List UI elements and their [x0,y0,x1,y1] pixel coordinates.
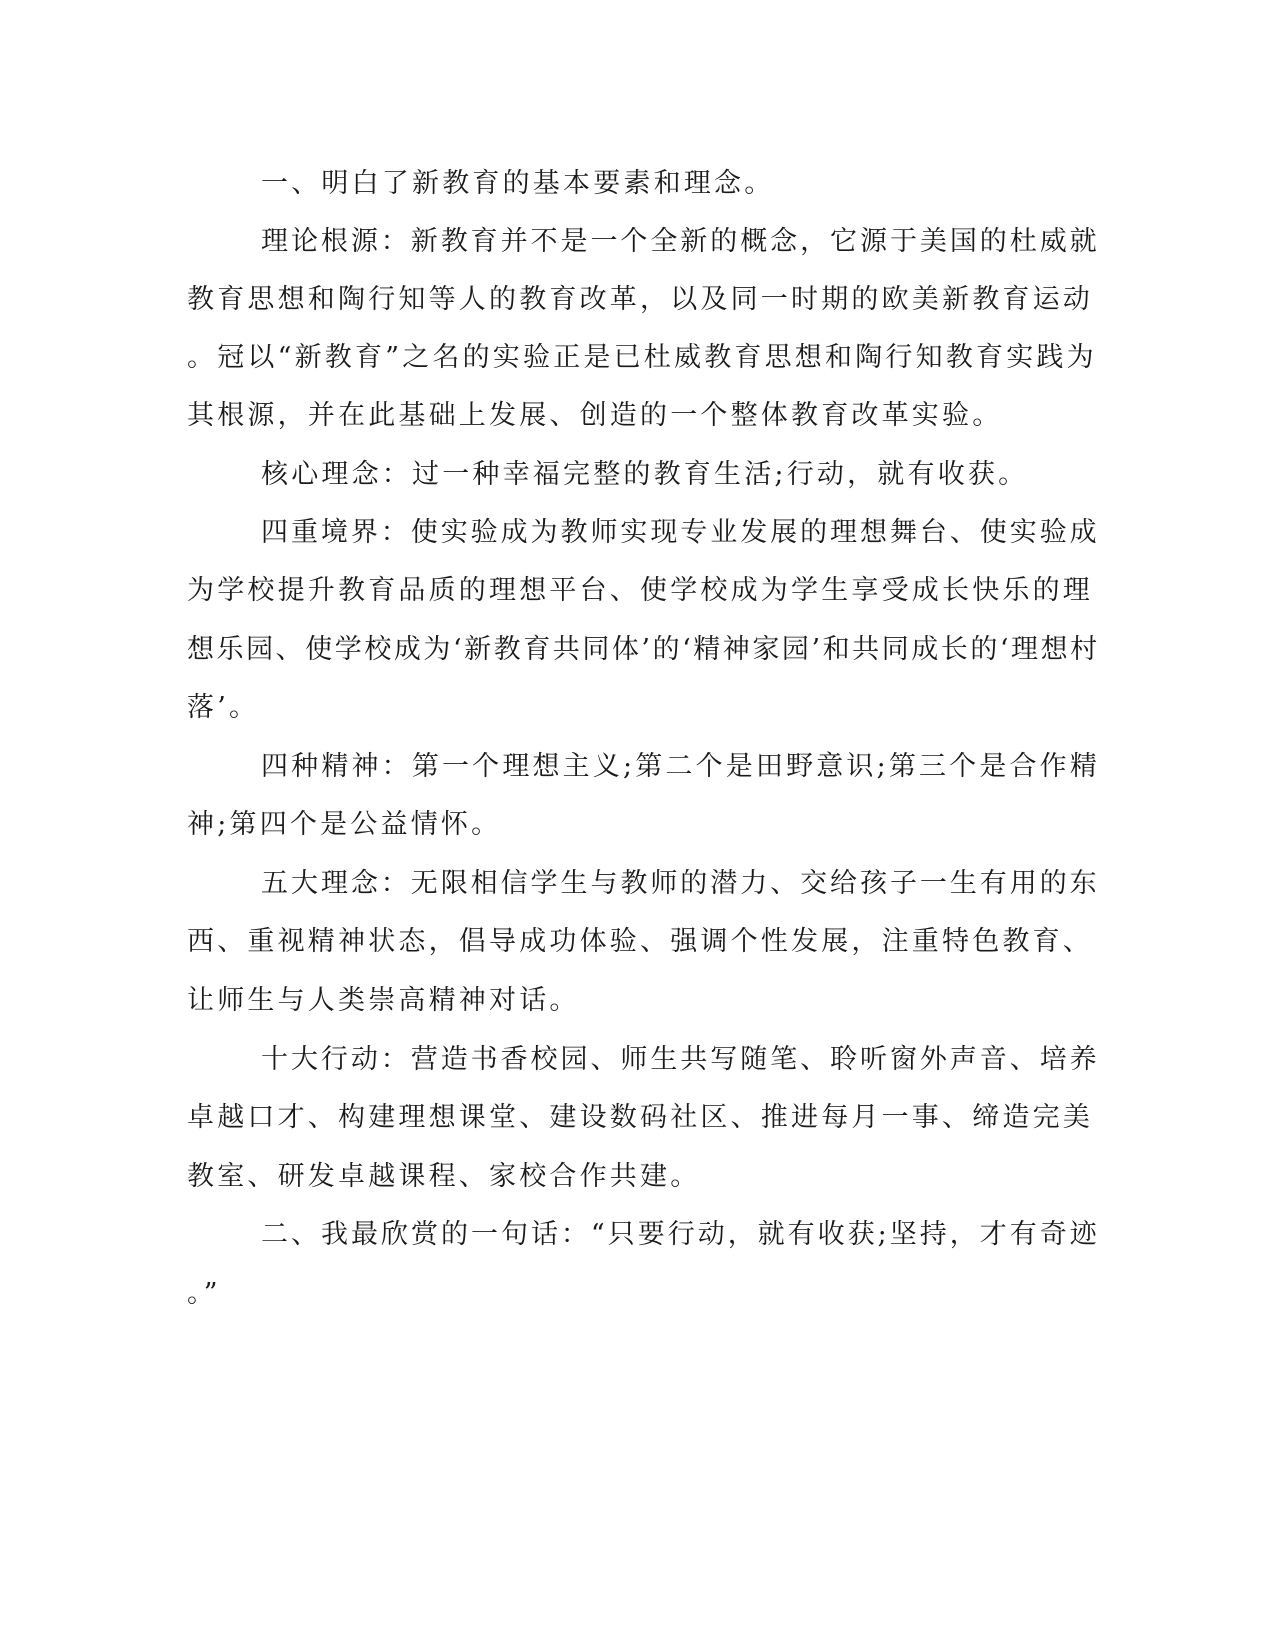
paragraph-four-realms-line: 为学校提升教育品质的理想平台、使学校成为学生享受成长快乐的理 [187,575,1093,606]
section-heading-2-line: 。” [187,1278,221,1309]
paragraph-four-realms-line: 想乐园、使学校成为‘新教育共同体’的‘精神家园’和共同成长的‘理想村 [187,634,1100,665]
paragraph-theory-roots-line: 教育思想和陶行知等人的教育改革，以及同一时期的欧美新教育运动 [187,284,1093,315]
paragraph-four-spirits-line: 四种精神：第一个理想主义;第二个是田野意识;第三个是合作精 [261,751,1100,782]
paragraph-theory-roots-line: 理论根源：新教育并不是一个全新的概念，它源于美国的杜威就 [261,226,1100,257]
paragraph-ten-actions-line: 十大行动：营造书香校园、师生共写随笔、聆听窗外声音、培养 [261,1044,1100,1075]
paragraph-five-ideas-line: 五大理念：无限相信学生与教师的潜力、交给孩子一生有用的东 [261,868,1100,899]
paragraph-ten-actions-line: 教室、研发卓越课程、家校合作共建。 [187,1161,701,1192]
paragraph-four-realms-line: 四重境界：使实验成为教师实现专业发展的理想舞台、使实验成 [261,517,1100,548]
paragraph-four-realms-line: 落’。 [187,692,260,723]
paragraph-theory-roots-line: 其根源，并在此基础上发展、创造的一个整体教育改革实验。 [187,400,1003,431]
paragraph-theory-roots-line: 。冠以“新教育”之名的实验正是已杜威教育思想和陶行知教育实践为 [187,342,1097,373]
section-heading-2-line: 二、我最欣赏的一句话：“只要行动，就有收获;坚持，才有奇迹 [261,1219,1100,1250]
paragraph-five-ideas-line: 西、重视精神状态，倡导成功体验、强调个性发展，注重特色教育、 [187,926,1093,957]
paragraph-ten-actions-line: 卓越口才、构建理想课堂、建设数码社区、推进每月一事、缔造完美 [187,1102,1093,1133]
section-heading-1: 一、明白了新教育的基本要素和理念。 [261,168,775,199]
paragraph-four-spirits-line: 神;第四个是公益情怀。 [187,809,502,840]
paragraph-core-idea-line: 核心理念：过一种幸福完整的教育生活;行动，就有收获。 [261,459,1029,490]
paragraph-five-ideas-line: 让师生与人类崇高精神对话。 [187,985,580,1016]
